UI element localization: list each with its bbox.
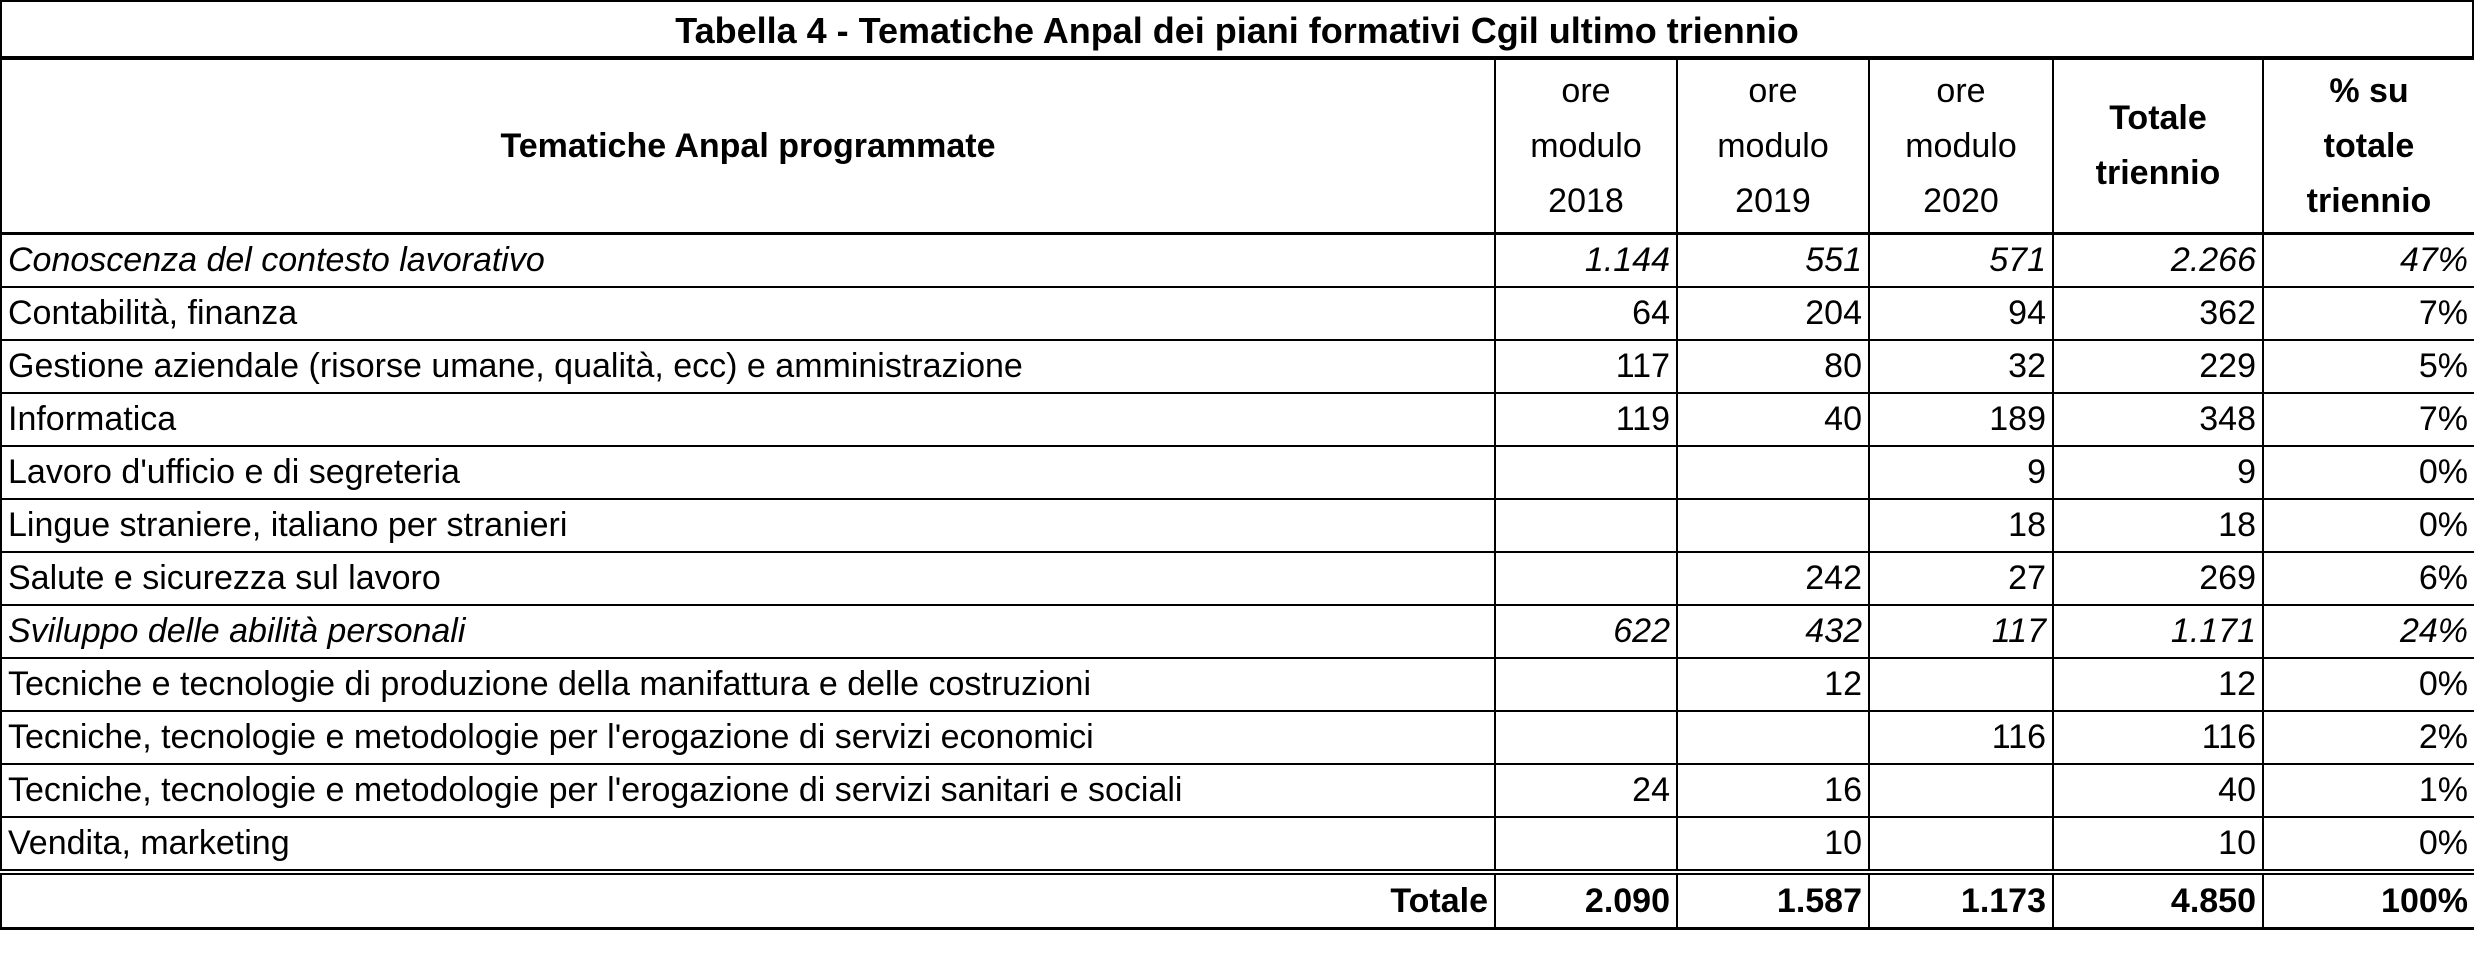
cell-2018: 119 — [1495, 393, 1677, 446]
cell-2020: 18 — [1869, 499, 2053, 552]
cell-topic: Sviluppo delle abilità personali — [1, 605, 1495, 658]
header-pct-line2: totale — [2323, 126, 2415, 165]
cell-pct: 1% — [2263, 764, 2474, 817]
totals-total: 4.850 — [2053, 872, 2263, 929]
cell-2019 — [1677, 499, 1869, 552]
header-pct — [2263, 58, 2474, 234]
cell-total: 269 — [2053, 552, 2263, 605]
cell-2020 — [1869, 817, 2053, 872]
cell-2020: 94 — [1869, 287, 2053, 340]
cell-2020: 27 — [1869, 552, 2053, 605]
totals-2019: 1.587 — [1677, 872, 1869, 929]
header-topic — [1, 58, 1495, 234]
header-2018-line2: modulo — [1530, 126, 1642, 165]
table-row — [1, 393, 2474, 446]
cell-2020 — [1869, 658, 2053, 711]
cell-topic: Informatica — [1, 393, 1495, 446]
table-title: Tabella 4 - Tematiche Anpal dei piani formativi Cgil ultimo triennio — [0, 0, 2474, 56]
cell-topic: Gestione aziendale (risorse umane, qualità, ecc) e amministrazione — [1, 340, 1495, 393]
header-2019-line2: modulo — [1717, 126, 1829, 165]
header-topic-label: Tematiche Anpal programmate — [500, 126, 996, 165]
table-body — [1, 234, 2474, 873]
cell-topic: Lingue straniere, italiano per stranieri — [1, 499, 1495, 552]
cell-2018 — [1495, 817, 1677, 872]
header-pct-line3: triennio — [2306, 181, 2432, 220]
header-2020-line2: modulo — [1905, 126, 2017, 165]
cell-2019: 40 — [1677, 393, 1869, 446]
cell-total: 116 — [2053, 711, 2263, 764]
cell-total: 1.171 — [2053, 605, 2263, 658]
cell-pct: 7% — [2263, 287, 2474, 340]
cell-2019 — [1677, 711, 1869, 764]
cell-topic: Lavoro d'ufficio e di segreteria — [1, 446, 1495, 499]
cell-2018 — [1495, 711, 1677, 764]
cell-topic: Tecniche, tecnologie e metodologie per l'erogazione di servizi sanitari e sociali — [1, 764, 1495, 817]
table-row — [1, 234, 2474, 288]
table-header — [1, 58, 2474, 234]
header-2018-line3: 2018 — [1548, 181, 1624, 220]
cell-2020: 117 — [1869, 605, 2053, 658]
cell-pct: 47% — [2263, 234, 2474, 288]
cell-2020: 32 — [1869, 340, 2053, 393]
totals-row — [1, 872, 2474, 929]
cell-2018 — [1495, 552, 1677, 605]
cell-topic: Vendita, marketing — [1, 817, 1495, 872]
table-row — [1, 446, 2474, 499]
cell-pct: 0% — [2263, 446, 2474, 499]
header-row — [1, 58, 2474, 234]
totals-label: Totale — [1, 872, 1495, 929]
cell-2020: 9 — [1869, 446, 2053, 499]
cell-2018 — [1495, 446, 1677, 499]
cell-pct: 0% — [2263, 499, 2474, 552]
cell-2018: 1.144 — [1495, 234, 1677, 288]
header-total-line2: triennio — [2095, 154, 2221, 192]
totals-2020: 1.173 — [1869, 872, 2053, 929]
cell-2018: 117 — [1495, 340, 1677, 393]
cell-2018: 622 — [1495, 605, 1677, 658]
cell-2019 — [1677, 446, 1869, 499]
cell-topic: Conoscenza del contesto lavorativo — [1, 234, 1495, 288]
table-row — [1, 658, 2474, 711]
table-row — [1, 764, 2474, 817]
data-table — [0, 56, 2474, 930]
totals-2018: 2.090 — [1495, 872, 1677, 929]
header-2018 — [1495, 58, 1677, 234]
table-row — [1, 817, 2474, 872]
cell-pct: 24% — [2263, 605, 2474, 658]
header-2018-line1: ore — [1561, 71, 1611, 110]
cell-total: 362 — [2053, 287, 2263, 340]
table-row — [1, 711, 2474, 764]
cell-2019: 10 — [1677, 817, 1869, 872]
cell-total: 9 — [2053, 446, 2263, 499]
cell-pct: 6% — [2263, 552, 2474, 605]
table-row — [1, 287, 2474, 340]
table-row — [1, 340, 2474, 393]
cell-2020 — [1869, 764, 2053, 817]
header-2020 — [1869, 58, 2053, 234]
cell-2018 — [1495, 499, 1677, 552]
cell-pct: 7% — [2263, 393, 2474, 446]
cell-2020: 571 — [1869, 234, 2053, 288]
cell-pct: 2% — [2263, 711, 2474, 764]
cell-2019: 12 — [1677, 658, 1869, 711]
cell-2018: 24 — [1495, 764, 1677, 817]
cell-total: 18 — [2053, 499, 2263, 552]
header-2020-line1: ore — [1936, 71, 1986, 110]
cell-topic: Contabilità, finanza — [1, 287, 1495, 340]
cell-total: 2.266 — [2053, 234, 2263, 288]
header-total — [2053, 58, 2263, 234]
header-2019 — [1677, 58, 1869, 234]
cell-topic: Salute e sicurezza sul lavoro — [1, 552, 1495, 605]
cell-topic: Tecniche e tecnologie di produzione della manifattura e delle costruzioni — [1, 658, 1495, 711]
cell-2019: 16 — [1677, 764, 1869, 817]
cell-2019: 242 — [1677, 552, 1869, 605]
cell-2018 — [1495, 658, 1677, 711]
cell-pct: 0% — [2263, 817, 2474, 872]
cell-2018: 64 — [1495, 287, 1677, 340]
cell-2020: 116 — [1869, 711, 2053, 764]
table-row — [1, 552, 2474, 605]
table-footer — [1, 872, 2474, 929]
header-2019-line1: ore — [1748, 71, 1798, 110]
table-row — [1, 499, 2474, 552]
cell-total: 12 — [2053, 658, 2263, 711]
cell-total: 229 — [2053, 340, 2263, 393]
cell-2019: 204 — [1677, 287, 1869, 340]
totals-pct: 100% — [2263, 872, 2474, 929]
header-total-line1: Totale — [2109, 99, 2207, 137]
header-2019-line3: 2019 — [1735, 181, 1811, 220]
cell-pct: 0% — [2263, 658, 2474, 711]
cell-total: 348 — [2053, 393, 2263, 446]
cell-2019: 432 — [1677, 605, 1869, 658]
cell-total: 10 — [2053, 817, 2263, 872]
cell-topic: Tecniche, tecnologie e metodologie per l'erogazione di servizi economici — [1, 711, 1495, 764]
cell-2019: 551 — [1677, 234, 1869, 288]
table-row — [1, 605, 2474, 658]
header-2020-line3: 2020 — [1923, 181, 1999, 220]
header-pct-line1: % su — [2329, 71, 2409, 110]
cell-2020: 189 — [1869, 393, 2053, 446]
cell-total: 40 — [2053, 764, 2263, 817]
cell-2019: 80 — [1677, 340, 1869, 393]
cell-pct: 5% — [2263, 340, 2474, 393]
